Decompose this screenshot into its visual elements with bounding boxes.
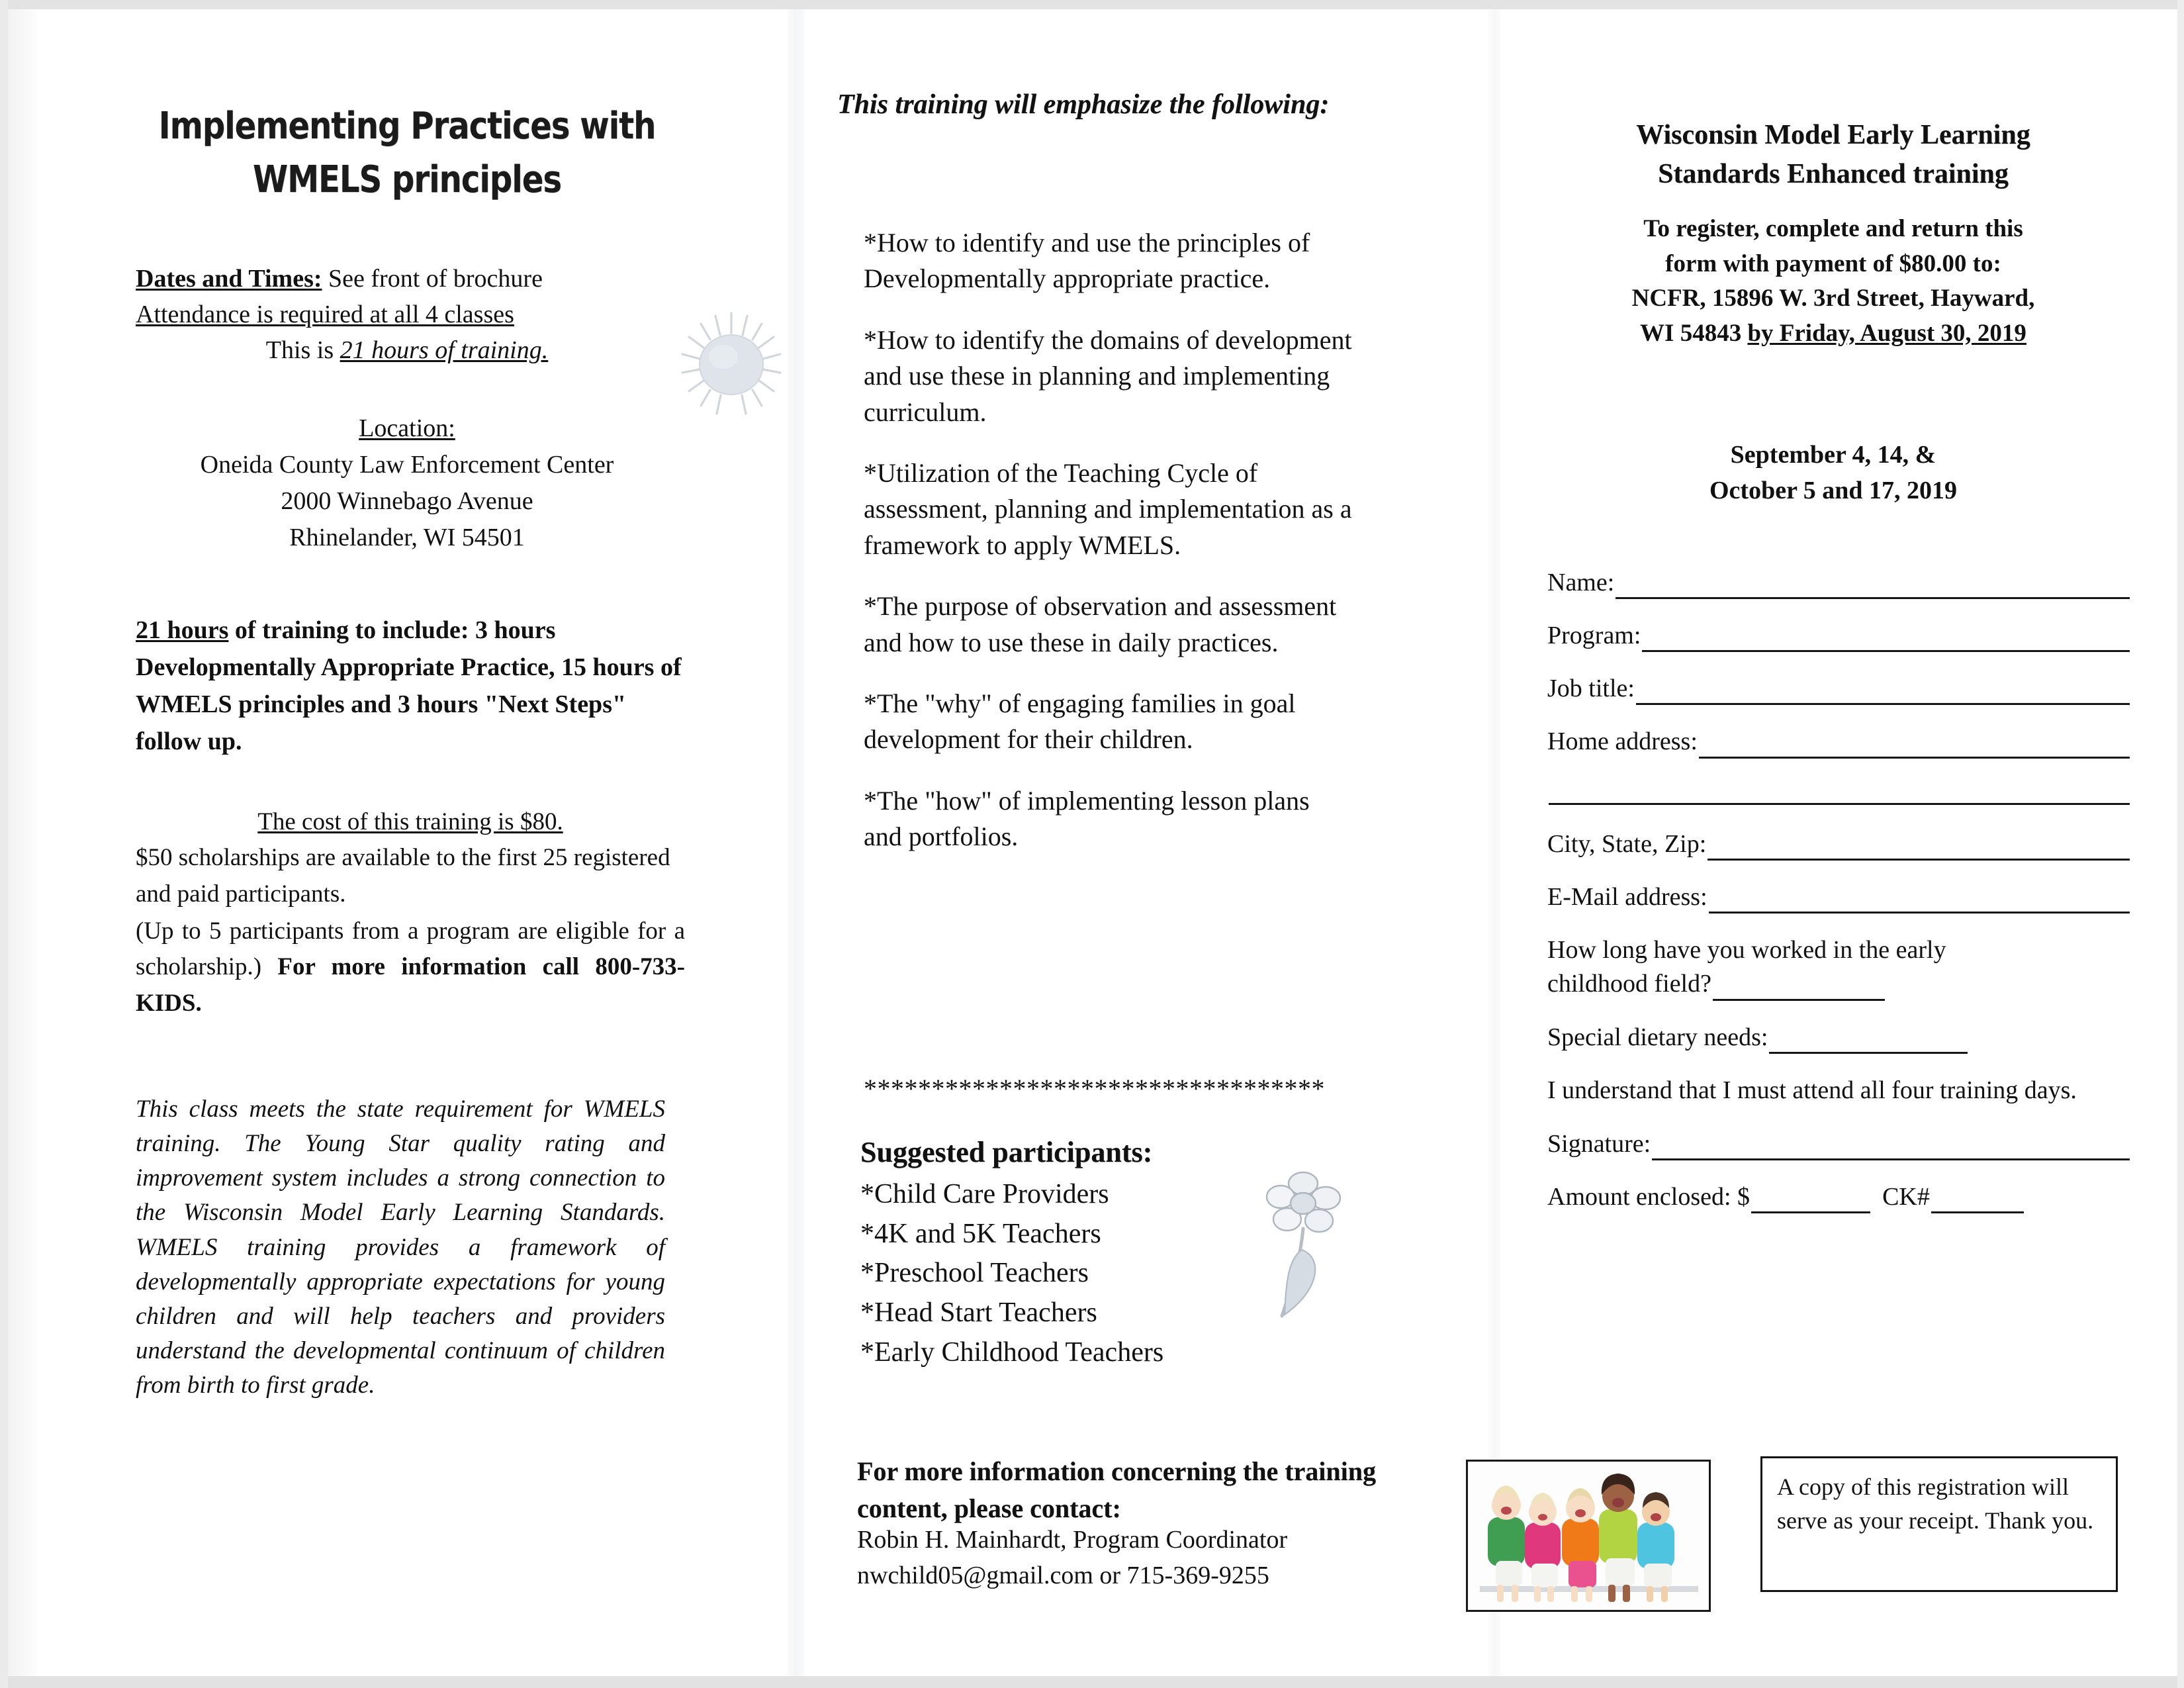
- location-line-3: Rhinelander, WI 54501: [289, 524, 525, 552]
- registration-panel: [1535, 0, 2131, 1688]
- flower-icon: [1254, 1165, 1353, 1337]
- register-instructions: [1549, 212, 2118, 351]
- field-label-name: Name:: [1547, 569, 1615, 596]
- field-dietary-needs[interactable]: [1547, 1021, 2130, 1054]
- register-deadline: by Friday, August 30, 2019: [1747, 319, 2026, 347]
- emphasis-heading: This training will emphasize the following:: [837, 89, 1330, 120]
- contact-heading: For more information concerning the training content, please contact:: [857, 1456, 1376, 1523]
- contact-block: [857, 1523, 1406, 1594]
- register-line-2: form with payment of $80.00 to:: [1665, 250, 2001, 277]
- field-signature[interactable]: [1547, 1127, 2130, 1160]
- list-item: *How to identify and use the principles of Developmentally appropriate practice.: [864, 228, 1310, 294]
- list-item: *Early Childhood Teachers: [860, 1336, 1164, 1368]
- field-label-check-number: CK#: [1882, 1182, 1930, 1211]
- location-block: [99, 410, 715, 556]
- field-label-signature: Signature:: [1547, 1129, 1651, 1158]
- dates-row: [136, 261, 678, 297]
- hours-underlined: 21 hours: [136, 616, 229, 644]
- list-item: *Head Start Teachers: [860, 1297, 1097, 1328]
- experience-question: [1547, 933, 2130, 1001]
- hours-body: of training to include: 3 hours Developmentally Appropriate Practice, 15 hours of WMELS principles and 3 hours "Next Steps" follow up.: [136, 616, 682, 755]
- attendance-prefix: Attendance is: [136, 300, 280, 328]
- registration-heading: [1549, 116, 2118, 194]
- location-label: Location:: [359, 414, 455, 442]
- contact-details: nwchild05@gmail.com or 715-369-9255: [857, 1561, 1269, 1589]
- field-label-email: E-Mail address:: [1547, 882, 1707, 911]
- sun-icon: [672, 308, 791, 420]
- field-job-title[interactable]: [1547, 672, 2130, 705]
- list-item: *4K and 5K Teachers: [860, 1218, 1101, 1249]
- experience-question-line-2[interactable]: [1547, 967, 2130, 1001]
- dates-label: Dates and Times:: [136, 265, 322, 293]
- register-zip-prefix: WI 54843: [1640, 319, 1748, 347]
- registration-form: [1547, 566, 2130, 1233]
- scholarship-bold: For more information call 800-733-KIDS.: [136, 953, 685, 1017]
- suggested-participants-heading: Suggested participants:: [860, 1136, 1153, 1168]
- field-home-address[interactable]: [1547, 725, 2130, 758]
- training-dates-line-2: October 5 and 17, 2019: [1709, 477, 1958, 505]
- attendance-row: [136, 297, 678, 333]
- children-photo: [1466, 1460, 1711, 1612]
- training-dates: [1549, 437, 2118, 509]
- dietary-needs-input[interactable]: [1769, 1027, 1968, 1054]
- this-is-emphasis: 21 hours of training.: [340, 336, 549, 364]
- list-item: *Utilization of the Teaching Cycle of assessment, planning and implementation as a framework to apply WMELS.: [864, 457, 1352, 560]
- list-item: *The "why" of engaging families in goal development for their children.: [864, 688, 1296, 755]
- attendance-emphasis: required at all 4 classes: [279, 300, 514, 328]
- field-label-home-address: Home address:: [1547, 727, 1698, 756]
- field-city-state-zip[interactable]: [1547, 827, 2130, 861]
- middle-panel: [837, 0, 1426, 1688]
- cost-block: [136, 804, 685, 912]
- email-input[interactable]: [1709, 887, 2130, 914]
- registration-heading-line-2: Standards Enhanced training: [1658, 158, 2009, 189]
- panel-title: [145, 99, 668, 207]
- register-line-3: NCFR, 15896 W. 3rd Street, Hayward,: [1631, 285, 2035, 312]
- hours-breakdown-block: [136, 612, 685, 760]
- list-item: *Preschool Teachers: [860, 1258, 1089, 1289]
- left-panel: [86, 0, 754, 1688]
- this-is-row: [136, 333, 678, 369]
- scholarship-block: [136, 914, 685, 1021]
- signature-input[interactable]: [1652, 1134, 2130, 1160]
- experience-input[interactable]: [1713, 974, 1885, 1001]
- field-name[interactable]: [1547, 566, 2130, 599]
- field-program[interactable]: [1547, 619, 2130, 652]
- cost-heading: The cost of this training is $80.: [257, 808, 563, 835]
- receipt-note-text: A copy of this registration will serve as your receipt. Thank you.: [1777, 1474, 2094, 1534]
- program-input[interactable]: [1642, 626, 2130, 652]
- city-state-zip-input[interactable]: [1707, 834, 2130, 861]
- dates-value: See front of brochure: [328, 265, 543, 293]
- children-photo-image: [1468, 1462, 1711, 1612]
- field-label-city-state-zip: City, State, Zip:: [1547, 829, 1707, 858]
- list-item: *The purpose of observation and assessment and how to use these in daily practices.: [864, 591, 1337, 657]
- receipt-note-box: [1760, 1456, 2118, 1592]
- field-label-program: Program:: [1547, 622, 1641, 650]
- location-line-1: Oneida County Law Enforcement Center: [200, 451, 614, 479]
- field-amount-enclosed[interactable]: [1547, 1180, 2130, 1213]
- experience-question-label: childhood field?: [1547, 969, 1711, 998]
- field-email[interactable]: [1547, 880, 2130, 914]
- scholarship-body: (Up to 5 participants from a program are eligible for a scholarship.): [136, 917, 685, 981]
- field-label-dietary-needs: Special dietary needs:: [1547, 1023, 1768, 1051]
- panel-title-line-1: Implementing Practices with: [158, 105, 656, 148]
- contact-name: Robin H. Mainhardt, Program Coordinator: [857, 1526, 1288, 1554]
- amount-input[interactable]: [1751, 1187, 1870, 1213]
- job-title-input[interactable]: [1636, 679, 2130, 706]
- list-item: *Child Care Providers: [860, 1179, 1109, 1209]
- field-home-address-line-2[interactable]: [1547, 778, 2130, 805]
- list-item: *How to identify the domains of development and use these in planning and implementing curriculum.: [864, 324, 1352, 427]
- attendance-acknowledgement: I understand that I must attend all four training days.: [1547, 1076, 2077, 1104]
- register-line-1: To register, complete and return this: [1643, 215, 2023, 242]
- panel-title-line-2: WMELS principles: [253, 158, 561, 202]
- state-requirement-paragraph: This class meets the state requirement for WMELS training. The Young Star quality rating and improvement system includes a strong connection to the Wisconsin Model Early Learning Standards. WMELS training provides a framework of developmentally appropriate expectations for young children and will help teachers and providers understand the developmental continuum of children from birth to first grade.: [136, 1096, 665, 1399]
- field-label-job-title: Job title:: [1547, 675, 1635, 703]
- experience-question-line-1: How long have you worked in the early: [1547, 935, 1946, 964]
- registration-heading-line-1: Wisconsin Model Early Learning: [1636, 120, 2030, 150]
- cost-body: $50 scholarships are available to the first 25 registered and paid participants.: [136, 844, 670, 908]
- emphasis-bullet-list: [864, 225, 1353, 880]
- dates-and-times-block: [136, 261, 678, 369]
- check-number-input[interactable]: [1931, 1187, 2024, 1213]
- field-label-amount-enclosed: Amount enclosed: $: [1547, 1182, 1751, 1211]
- training-dates-line-1: September 4, 14, &: [1730, 441, 1936, 469]
- location-line-2: 2000 Winnebago Avenue: [281, 487, 533, 516]
- name-input[interactable]: [1615, 573, 2130, 599]
- asterisk-divider: **********************************: [864, 1076, 1325, 1102]
- home-address-input[interactable]: [1699, 732, 2130, 759]
- register-line-4: [1549, 316, 2118, 352]
- this-is-prefix: This is: [265, 336, 340, 364]
- list-item: *The "how" of implementing lesson plans and portfolios.: [864, 785, 1310, 852]
- home-address-input-line-2[interactable]: [1549, 778, 2130, 805]
